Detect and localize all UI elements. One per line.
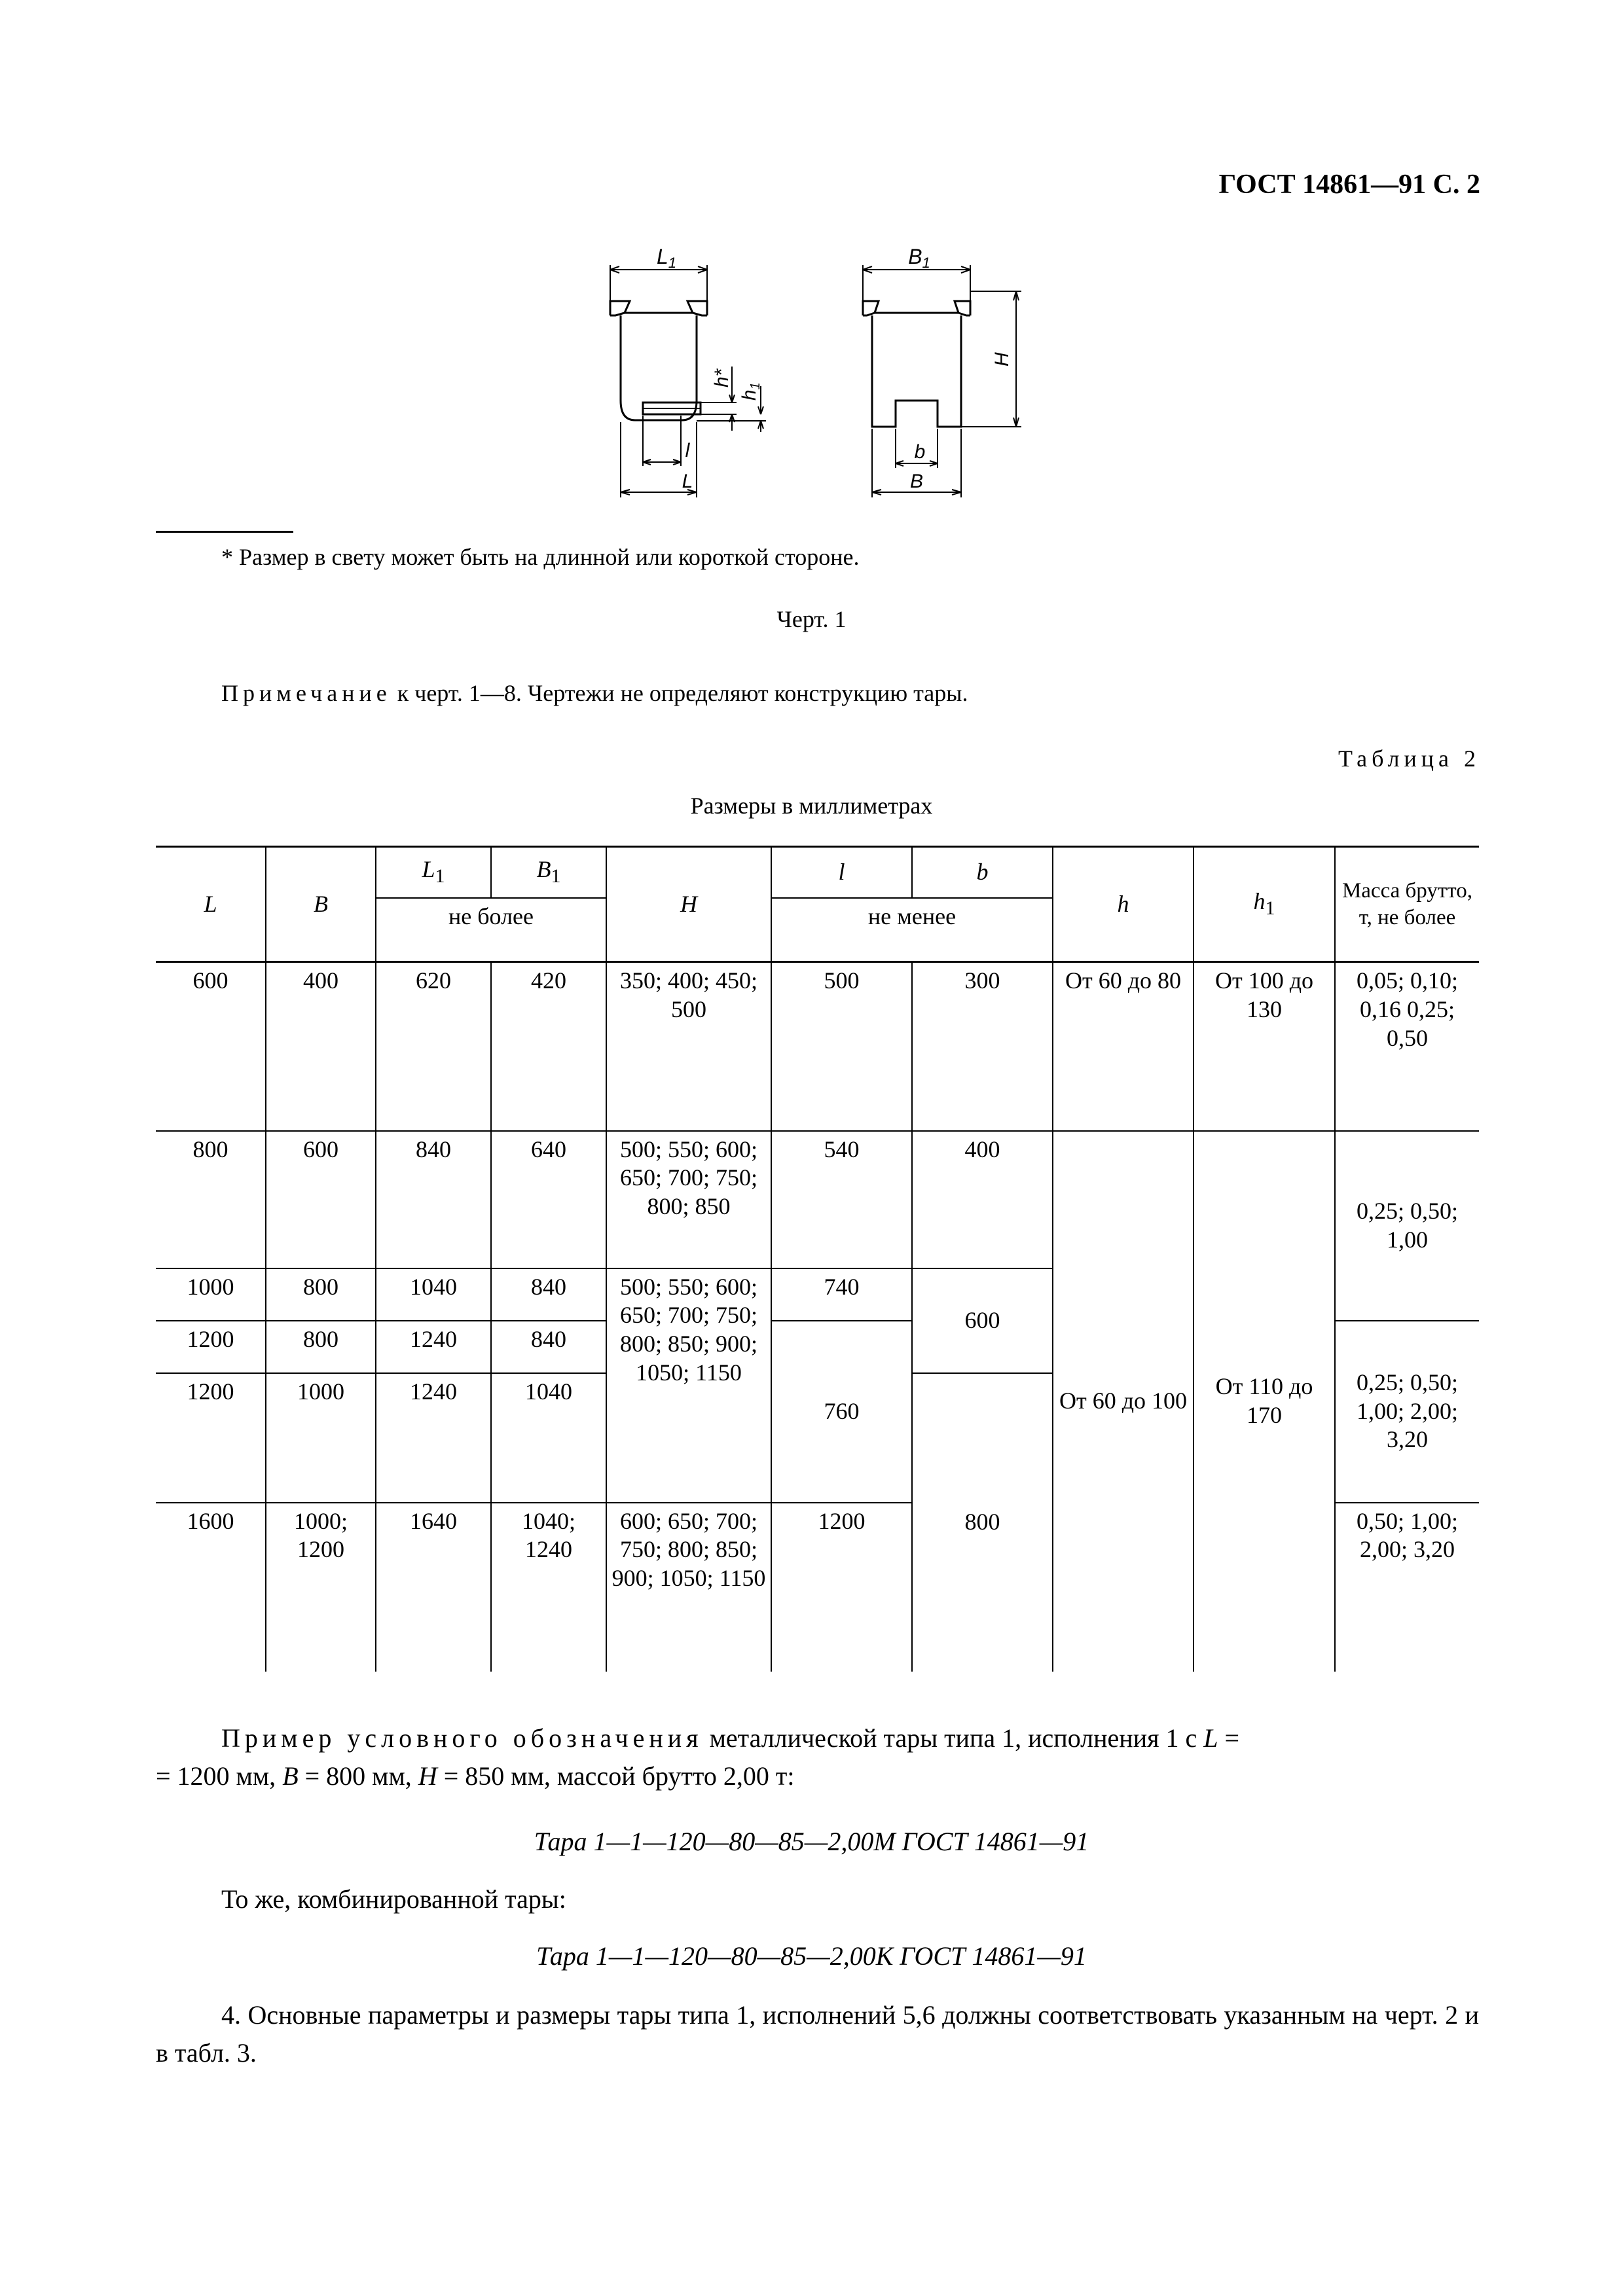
- col-header-b: b: [912, 847, 1053, 898]
- col-header-l: l: [771, 847, 912, 898]
- table-row: 1000 800 1040 840 500; 550; 600; 650; 700; 750; 800; 850; 900; 1050; 1150 740 600: [156, 1268, 1479, 1321]
- label-h-star: h*: [711, 368, 733, 387]
- example-line-2: = 1200 мм, B = 800 мм, H = 850 мм, массой брутто 2,00 т:: [156, 1761, 795, 1791]
- paragraph-4: 4. Основные параметры и размеры тары типа 1, исполнений 5,6 должны соответствовать указанным на черт. 2 и в табл. 3.: [156, 2000, 1479, 2068]
- col-header-L1: $L_1$: [376, 847, 491, 898]
- col-header-H: H: [606, 847, 771, 962]
- table-label: Таблица 2: [1338, 745, 1480, 772]
- table-row: 800 600 840 640 500; 550; 600; 650; 700; 750; 800; 850 540 400 От 60 до 100 От 110 до 170 0,25; 0,50; 1,00: [156, 1131, 1479, 1268]
- table-row: 600 400 620 420 350; 400; 450; 500 500 300 От 60 до 80 От 100 до 130 0,05; 0,10; 0,16 0,25; 0,50: [156, 962, 1479, 1131]
- col-header-B1: $B_1$: [491, 847, 606, 898]
- col-header-mass: Масса брутто, т, не более: [1335, 847, 1479, 962]
- table-row: 1200 1000 1240 1040 800: [156, 1373, 1479, 1503]
- label-L: L: [682, 471, 693, 492]
- header-max: не более: [376, 898, 606, 962]
- dimensions-table: [156, 846, 1479, 1672]
- label-B1: B1: [908, 245, 930, 271]
- designation-metal: Тара 1—1—120—80—85—2,00М ГОСТ 14861—91: [534, 1827, 1089, 1856]
- col-header-L: L: [156, 847, 266, 962]
- drawing-note: Примечание к черт. 1—8. Чертежи не определяют конструкцию тары.: [221, 680, 968, 706]
- header-min: не менее: [771, 898, 1053, 962]
- col-header-h1: $h_1$: [1194, 847, 1335, 962]
- container-drawing: [589, 236, 1061, 524]
- label-H: H: [991, 352, 1013, 367]
- designation-combined: Тара 1—1—120—80—85—2,00К ГОСТ 14861—91: [536, 1941, 1087, 1971]
- label-l: l: [685, 440, 690, 461]
- example-line-1: Пример условного обозначения металлической тары типа 1, исполнения 1 с L =: [221, 1723, 1240, 1753]
- label-h1: $h_1$: [739, 382, 763, 401]
- footnote: * Размер в свету может быть на длинной или короткой стороне.: [221, 544, 860, 570]
- table-row: 1200 800 1240 840 760 0,25; 0,50; 1,00; 2,00; 3,20: [156, 1321, 1479, 1373]
- label-b: b: [914, 441, 926, 463]
- label-B: B: [909, 471, 924, 492]
- table-units: Размеры в миллиметрах: [690, 793, 933, 819]
- table-row: 1600 1000; 1200 1640 1040; 1240 600; 650; 700; 750; 800; 850; 900; 1050; 1150 1200 0,50; 1,00; 2,00; 3,20: [156, 1503, 1479, 1672]
- same-combined: То же, комбинированной тары:: [221, 1884, 566, 1914]
- col-header-B: B: [266, 847, 376, 962]
- col-header-h: h: [1053, 847, 1194, 962]
- figure-caption: Черт. 1: [776, 606, 847, 632]
- page-header: ГОСТ 14861—91 С. 2: [1218, 170, 1480, 200]
- footnote-rule: [156, 531, 293, 533]
- label-L1: L1: [656, 245, 677, 271]
